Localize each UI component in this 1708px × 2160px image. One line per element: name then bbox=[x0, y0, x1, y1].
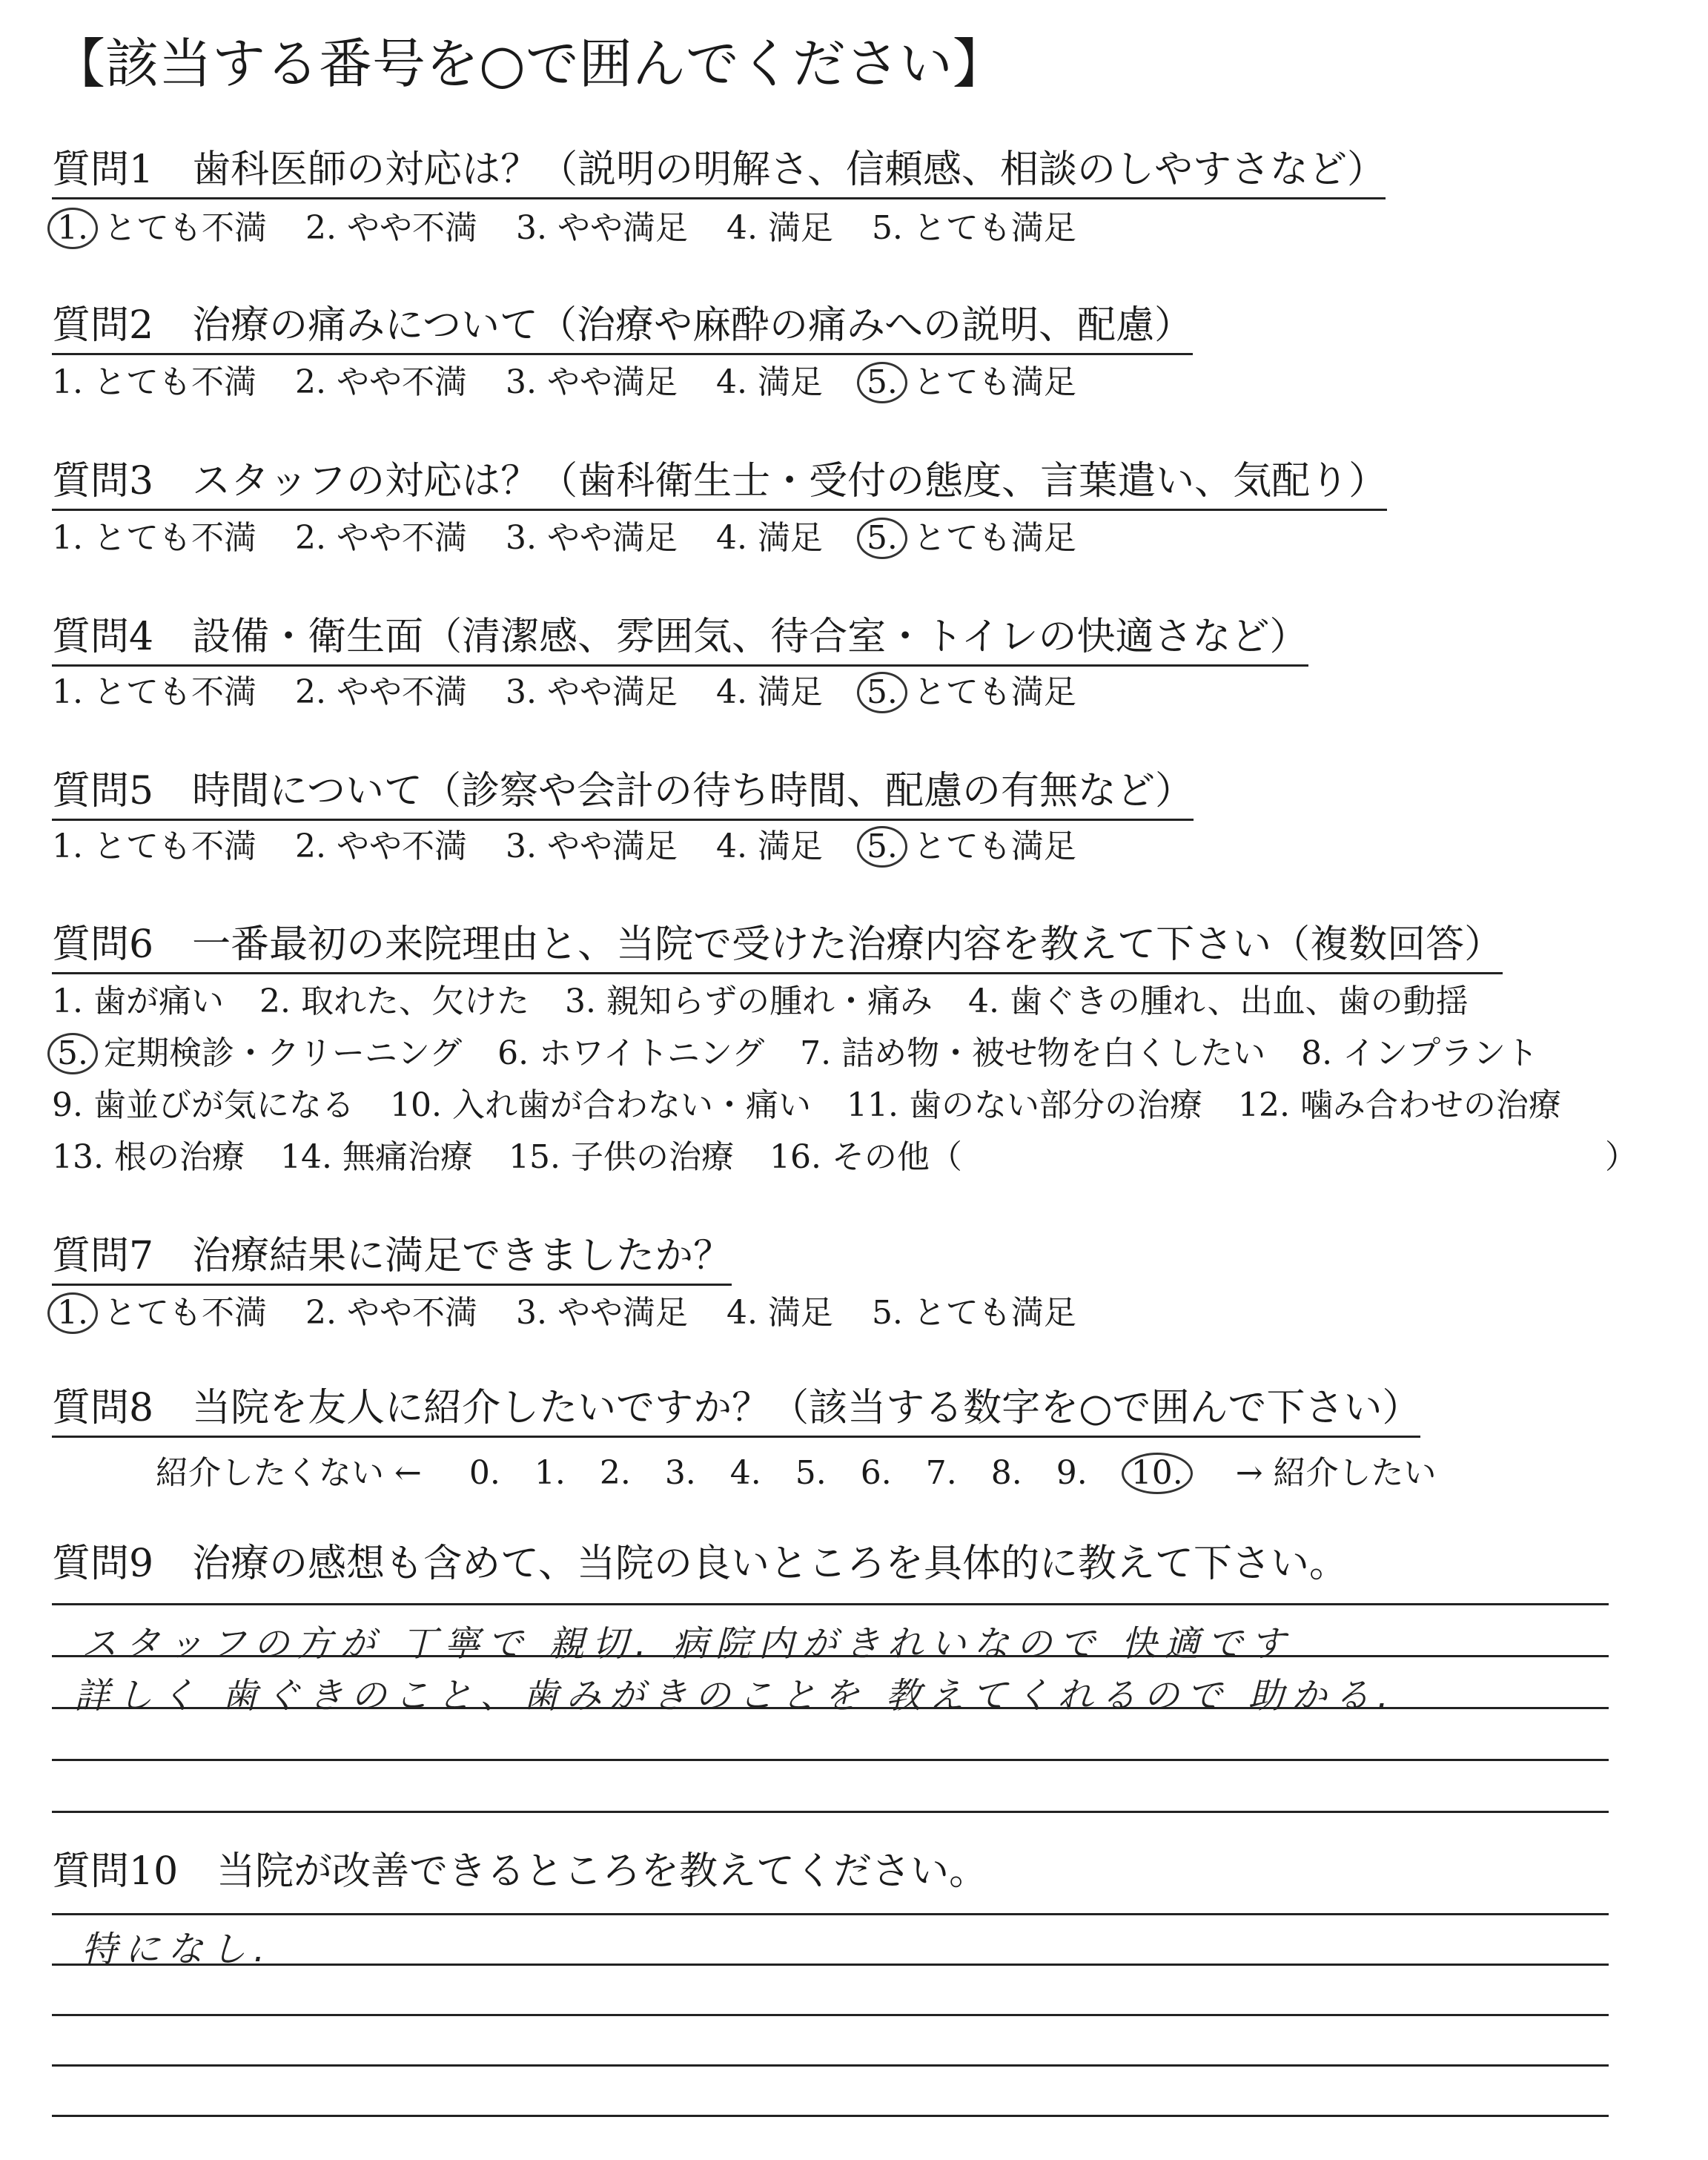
option-number: 12. bbox=[1237, 1086, 1290, 1124]
option-label: 満足 bbox=[757, 519, 823, 557]
option-item[interactable] bbox=[52, 673, 256, 711]
option-number: 6. bbox=[497, 1034, 529, 1072]
option-item[interactable] bbox=[861, 363, 1076, 401]
option-item[interactable] bbox=[861, 828, 1076, 865]
option-label: 親知らずの腫れ・痛み bbox=[606, 982, 933, 1020]
options-q6-row2[interactable] bbox=[52, 1034, 1538, 1074]
option-number: 4. bbox=[715, 828, 747, 865]
option-number: 5. bbox=[857, 518, 907, 559]
option-label: とても不満 bbox=[93, 519, 256, 557]
question-5: 質問5 時間について（診察や会計の待ち時間、配慮の有無など） bbox=[52, 770, 1194, 821]
option-item[interactable] bbox=[52, 519, 256, 557]
option-label: 満足 bbox=[757, 673, 823, 711]
option-label: やや不満 bbox=[336, 828, 467, 865]
option-item[interactable] bbox=[295, 363, 467, 401]
option-item[interactable] bbox=[872, 209, 1076, 247]
question-9: 質問9 治療の感想も含めて、当院の良いところを具体的に教えて下さい。 bbox=[52, 1542, 1348, 1586]
question-3: 質問3 スタッフの対応は？（歯科衛生士・受付の態度、言葉遣い、気配り） bbox=[52, 460, 1387, 511]
question-7: 質問7 治療結果に満足できましたか？ bbox=[52, 1235, 732, 1286]
option-item[interactable] bbox=[716, 363, 823, 401]
option-label: 定期検診・クリーニング bbox=[103, 1034, 463, 1072]
option-label: とても不満 bbox=[103, 1294, 267, 1332]
option-number: 3. bbox=[564, 982, 596, 1020]
option-item[interactable] bbox=[716, 673, 823, 711]
option-item[interactable] bbox=[506, 828, 678, 865]
options-q5[interactable] bbox=[52, 828, 1076, 867]
option-item[interactable] bbox=[847, 1086, 1202, 1124]
option-item[interactable] bbox=[861, 519, 1076, 557]
option-item[interactable] bbox=[295, 519, 467, 557]
scale-value[interactable]: 8. bbox=[990, 1454, 1022, 1492]
option-number: 4. bbox=[715, 673, 747, 711]
option-number: 1. bbox=[52, 982, 83, 1020]
option-number: 5. bbox=[857, 362, 907, 403]
answer-line bbox=[52, 2115, 1609, 2117]
option-item[interactable] bbox=[509, 1138, 734, 1176]
option-label: 満足 bbox=[757, 363, 823, 401]
answer-line bbox=[52, 1603, 1609, 1605]
option-item[interactable] bbox=[1238, 1086, 1561, 1124]
option-number: 7. bbox=[800, 1034, 832, 1072]
option-item[interactable] bbox=[506, 519, 678, 557]
option-number: 3. bbox=[505, 673, 537, 711]
option-item[interactable] bbox=[716, 519, 823, 557]
option-number: 4. bbox=[715, 363, 747, 401]
option-label: とても満足 bbox=[913, 519, 1076, 557]
answer-line bbox=[52, 1811, 1609, 1813]
option-item[interactable] bbox=[968, 982, 1469, 1020]
page-title: 【該当する番号を○で囲んでください】 bbox=[52, 33, 1006, 95]
option-number: 4. bbox=[967, 982, 999, 1020]
option-label: やや不満 bbox=[346, 1294, 477, 1332]
option-label: 満足 bbox=[767, 209, 833, 247]
options-q4[interactable] bbox=[52, 673, 1076, 713]
option-number: 4. bbox=[715, 519, 747, 557]
option-label: やや不満 bbox=[336, 363, 467, 401]
option-item[interactable] bbox=[295, 673, 467, 711]
option-label: その他（ bbox=[831, 1138, 962, 1176]
option-number: 5. bbox=[47, 1033, 98, 1074]
option-number: 13. bbox=[52, 1138, 104, 1176]
option-item[interactable] bbox=[295, 828, 467, 865]
options-q6-row3[interactable] bbox=[52, 1086, 1561, 1126]
option-number: 2. bbox=[294, 363, 326, 401]
option-number: 1. bbox=[52, 519, 83, 557]
option-item[interactable] bbox=[305, 209, 477, 247]
option-label: とても満足 bbox=[913, 1294, 1076, 1332]
option-number: 2. bbox=[305, 1294, 337, 1332]
option-label: とても不満 bbox=[93, 828, 256, 865]
option-label: やや満足 bbox=[546, 519, 678, 557]
option-label: やや不満 bbox=[336, 519, 467, 557]
option-label: とても満足 bbox=[913, 673, 1076, 711]
scale-value[interactable]: 1. bbox=[534, 1454, 566, 1492]
scale-left-label: 紹介したくない ← bbox=[156, 1454, 422, 1492]
option-item[interactable] bbox=[506, 363, 678, 401]
option-label: インプラント bbox=[1343, 1034, 1539, 1072]
option-number: 5. bbox=[857, 826, 907, 868]
question-10: 質問10 当院が改善できるところを教えてください。 bbox=[52, 1849, 988, 1894]
scale-value[interactable]: 6. bbox=[860, 1454, 892, 1492]
option-label: とても満足 bbox=[913, 209, 1076, 247]
option-number: 2. bbox=[294, 673, 326, 711]
option-number: 15. bbox=[508, 1138, 560, 1176]
option-label: 取れた、欠けた bbox=[300, 982, 529, 1020]
option-label: やや満足 bbox=[546, 363, 678, 401]
option-label: やや満足 bbox=[546, 673, 678, 711]
scale-value[interactable]: 9. bbox=[1056, 1454, 1088, 1492]
option-label: とても不満 bbox=[93, 363, 256, 401]
option-number: 5. bbox=[871, 1294, 903, 1332]
option-item[interactable] bbox=[390, 1086, 811, 1124]
answer-line bbox=[52, 2064, 1609, 2067]
option-number: 10. bbox=[389, 1086, 442, 1124]
option-label: やや満足 bbox=[546, 828, 678, 865]
handwritten-answer-q9-line2: 詳しく 歯ぐきのこと、歯みがきのことを 教えてくれるので 助かる. bbox=[74, 1675, 1397, 1717]
option-item[interactable] bbox=[52, 209, 267, 247]
option-label: 噛み合わせの治療 bbox=[1300, 1086, 1561, 1124]
option-item[interactable] bbox=[52, 363, 256, 401]
option-item[interactable] bbox=[52, 1138, 245, 1176]
options-q7[interactable] bbox=[52, 1294, 1076, 1333]
option-number: 9. bbox=[52, 1086, 83, 1124]
options-q6-row4-close: ） bbox=[1605, 1138, 1638, 1176]
option-item[interactable] bbox=[280, 1138, 473, 1176]
handwritten-answer-q9-line1: スタッフの方が 丁寧で 親切. 病院内がきれいなので 快適です bbox=[82, 1623, 1294, 1665]
option-label: やや不満 bbox=[346, 209, 477, 247]
option-item[interactable] bbox=[516, 1294, 688, 1332]
option-label: とても満足 bbox=[913, 828, 1076, 865]
option-item[interactable] bbox=[716, 828, 823, 865]
option-label: とても不満 bbox=[103, 209, 267, 247]
option-number: 5. bbox=[857, 672, 907, 713]
option-item[interactable] bbox=[565, 982, 933, 1020]
question-6: 質問6 一番最初の来院理由と、当院で受けた治療内容を教えて下さい（複数回答） bbox=[52, 923, 1503, 974]
option-number: 14. bbox=[279, 1138, 332, 1176]
option-number: 2. bbox=[305, 209, 337, 247]
option-number: 8. bbox=[1301, 1034, 1333, 1072]
option-item[interactable] bbox=[1301, 1034, 1538, 1072]
scale-value[interactable]: 3. bbox=[664, 1454, 696, 1492]
scale-value[interactable]: 4. bbox=[729, 1454, 761, 1492]
recommend-scale[interactable] bbox=[156, 1446, 1437, 1493]
option-number: 4. bbox=[726, 1294, 758, 1332]
option-label: 満足 bbox=[757, 828, 823, 865]
options-q3[interactable] bbox=[52, 519, 1076, 558]
scale-values[interactable] bbox=[469, 1454, 1188, 1492]
option-item[interactable] bbox=[52, 1034, 462, 1072]
option-item[interactable] bbox=[497, 1034, 764, 1072]
option-label: ホワイトニング bbox=[539, 1034, 765, 1072]
option-item[interactable] bbox=[52, 828, 256, 865]
scale-value[interactable]: 0. bbox=[469, 1454, 500, 1492]
option-number: 16. bbox=[769, 1138, 821, 1176]
option-label: 歯のない部分の治療 bbox=[908, 1086, 1202, 1124]
options-q6-row1[interactable] bbox=[52, 982, 1469, 1022]
answer-line bbox=[52, 1964, 1609, 1966]
options-q1[interactable] bbox=[52, 209, 1076, 248]
option-number: 2. bbox=[294, 828, 326, 865]
option-label: 満足 bbox=[767, 1294, 833, 1332]
option-label: 詰め物・被せ物を白くしたい bbox=[841, 1034, 1266, 1072]
option-label: とても不満 bbox=[93, 673, 256, 711]
scale-value[interactable]: 7. bbox=[925, 1454, 957, 1492]
option-number: 1. bbox=[47, 208, 98, 249]
option-label: 入れ歯が合わない・痛い bbox=[451, 1086, 811, 1124]
option-item[interactable] bbox=[52, 982, 224, 1020]
option-item[interactable] bbox=[52, 1086, 354, 1124]
option-item[interactable] bbox=[726, 1294, 833, 1332]
option-number: 2. bbox=[259, 982, 291, 1020]
option-number: 3. bbox=[505, 363, 537, 401]
option-number: 2. bbox=[294, 519, 326, 557]
option-item[interactable] bbox=[861, 673, 1076, 711]
answer-line bbox=[52, 1707, 1609, 1709]
scale-value[interactable]: 10. bbox=[1122, 1453, 1193, 1494]
option-number: 4. bbox=[726, 209, 758, 247]
options-q2[interactable] bbox=[52, 363, 1076, 403]
option-item[interactable] bbox=[516, 209, 688, 247]
option-label: とても満足 bbox=[913, 363, 1076, 401]
option-number: 1. bbox=[52, 363, 83, 401]
option-item[interactable] bbox=[726, 209, 833, 247]
option-label: 歯並びが気になる bbox=[93, 1086, 354, 1124]
option-label: やや満足 bbox=[557, 1294, 688, 1332]
option-item[interactable] bbox=[506, 673, 678, 711]
option-label: やや満足 bbox=[557, 209, 688, 247]
option-number: 1. bbox=[52, 673, 83, 711]
option-item[interactable] bbox=[305, 1294, 477, 1332]
option-label: 子供の治療 bbox=[570, 1138, 734, 1176]
option-number: 3. bbox=[515, 209, 547, 247]
option-label: 歯ぐきの腫れ、出血、歯の動揺 bbox=[1009, 982, 1469, 1020]
option-number: 3. bbox=[505, 828, 537, 865]
option-item[interactable] bbox=[872, 1294, 1076, 1332]
scale-right-label: → 紹介したい bbox=[1235, 1454, 1437, 1492]
option-label: 無痛治療 bbox=[342, 1138, 473, 1176]
option-item[interactable] bbox=[769, 1138, 962, 1176]
option-number: 1. bbox=[47, 1292, 98, 1334]
answer-line bbox=[52, 2014, 1609, 2016]
question-8: 質問8 当院を友人に紹介したいですか？（該当する数字を○で囲んで下さい） bbox=[52, 1387, 1420, 1438]
question-4: 質問4 設備・衛生面（清潔感、雰囲気、待合室・トイレの快適さなど） bbox=[52, 615, 1308, 667]
options-q6-row4[interactable] bbox=[52, 1138, 962, 1178]
option-number: 3. bbox=[505, 519, 537, 557]
option-number: 1. bbox=[52, 828, 83, 865]
option-number: 3. bbox=[515, 1294, 547, 1332]
option-item[interactable] bbox=[259, 982, 529, 1020]
answer-line bbox=[52, 1759, 1609, 1761]
question-2: 質問2 治療の痛みについて（治療や麻酔の痛みへの説明、配慮） bbox=[52, 304, 1193, 355]
option-label: 根の治療 bbox=[113, 1138, 245, 1176]
option-number: 11. bbox=[846, 1086, 898, 1124]
option-item[interactable] bbox=[800, 1034, 1265, 1072]
option-number: 5. bbox=[871, 209, 903, 247]
question-1: 質問1 歯科医師の対応は？（説明の明解さ、信頼感、相談のしやすさなど） bbox=[52, 148, 1386, 199]
answer-line bbox=[52, 1655, 1609, 1657]
handwritten-answer-q10: 特になし. bbox=[82, 1929, 273, 1970]
answer-line bbox=[52, 1913, 1609, 1915]
option-item[interactable] bbox=[52, 1294, 267, 1332]
scale-value[interactable]: 2. bbox=[599, 1454, 631, 1492]
option-label: やや不満 bbox=[336, 673, 467, 711]
scale-value[interactable]: 5. bbox=[795, 1454, 827, 1492]
option-label: 歯が痛い bbox=[93, 982, 224, 1020]
